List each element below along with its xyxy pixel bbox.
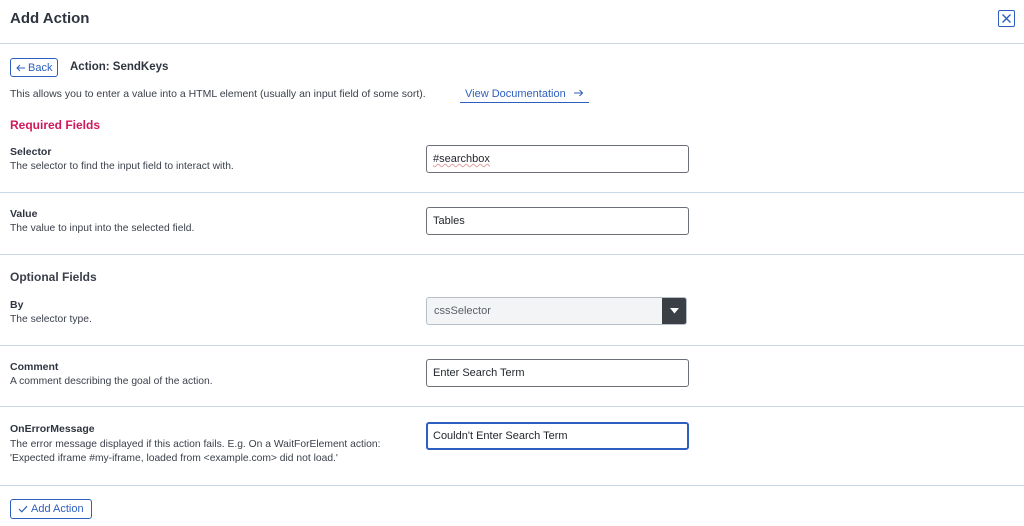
add-action-label: Add Action xyxy=(31,503,84,515)
divider xyxy=(0,254,1024,255)
divider xyxy=(0,345,1024,346)
selector-help: The selector to find the input field to interact with. xyxy=(10,161,234,172)
arrow-left-icon xyxy=(16,64,26,72)
dialog-title: Add Action xyxy=(10,10,90,27)
arrow-right-icon xyxy=(573,89,584,97)
value-help: The value to input into the selected field. xyxy=(10,223,195,234)
on-error-message-label: OnErrorMessage xyxy=(10,423,95,435)
on-error-help-line-1: The error message displayed if this action fails. E.g. On a WaitForElement action: xyxy=(10,439,381,450)
selector-input-value: #searchbox xyxy=(433,153,490,165)
required-fields-heading: Required Fields xyxy=(10,118,101,132)
selector-input[interactable] xyxy=(426,145,689,173)
comment-help: A comment describing the goal of the action. xyxy=(10,376,213,387)
back-button[interactable] xyxy=(10,58,58,77)
divider xyxy=(0,192,1024,193)
add-action-button[interactable] xyxy=(10,499,92,519)
dropdown-button[interactable] xyxy=(662,298,686,324)
action-description: This allows you to enter a value into a HTML element (usually an input field of some sort). xyxy=(10,88,426,100)
close-button[interactable] xyxy=(998,10,1015,27)
close-icon xyxy=(1001,13,1012,24)
comment-input[interactable]: Enter Search Term xyxy=(426,359,689,387)
action-title: Action: SendKeys xyxy=(70,61,169,73)
by-help: The selector type. xyxy=(10,314,92,325)
divider xyxy=(0,406,1024,407)
on-error-message-input[interactable]: Couldn't Enter Search Term xyxy=(426,422,689,450)
back-button-label: Back xyxy=(28,61,53,74)
value-input[interactable]: Tables xyxy=(426,207,689,235)
dialog-header xyxy=(0,0,1024,44)
by-select[interactable] xyxy=(426,297,687,325)
doc-link-label: View Documentation xyxy=(465,88,566,100)
by-select-value: cssSelector xyxy=(434,305,491,317)
selector-label: Selector xyxy=(10,146,52,158)
by-label: By xyxy=(10,299,24,311)
value-label: Value xyxy=(10,208,38,220)
checkmark-icon xyxy=(18,505,28,513)
view-documentation-link[interactable] xyxy=(460,86,589,103)
on-error-help-line-2: 'Expected iframe #my-iframe, loaded from <example.com> did not load.' xyxy=(10,453,338,464)
optional-fields-heading: Optional Fields xyxy=(10,270,97,284)
comment-label: Comment xyxy=(10,361,59,373)
caret-down-icon xyxy=(670,308,679,314)
divider xyxy=(0,485,1024,486)
on-error-message-help xyxy=(10,438,420,466)
